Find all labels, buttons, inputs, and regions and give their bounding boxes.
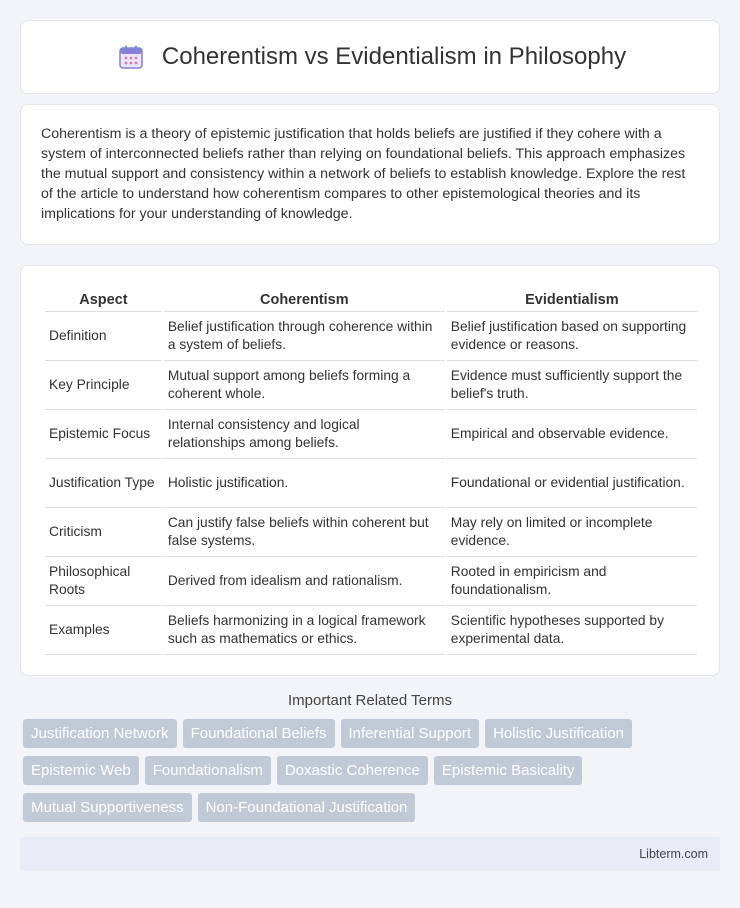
coherentism-cell: Beliefs harmonizing in a logical framework such as mathematics or ethics.: [164, 606, 445, 655]
table-row: [45, 361, 697, 410]
footer-bar: [20, 837, 720, 871]
tag-foundational-beliefs[interactable]: Foundational Beliefs: [183, 719, 335, 748]
footer-site-link[interactable]: Libterm.com: [639, 847, 708, 861]
intro-paragraph: Coherentism is a theory of epistemic justification that holds beliefs are justified if they cohere with a system of interconnected beliefs rather than relying on foundational beliefs. This approach emphasizes the mutual support and consistency within a network of beliefs to establish knowledge. Explore the rest of the article to understand how coherentism compares to other epistemological theories and its implications for your understanding of knowledge.: [41, 126, 686, 222]
title-card: [20, 20, 720, 94]
comparison-card: [20, 265, 720, 676]
aspect-cell: Examples: [45, 606, 162, 655]
aspect-cell: Criticism: [45, 508, 162, 557]
evidentialism-cell: May rely on limited or incomplete evidence.: [447, 508, 697, 557]
aspect-cell: Definition: [45, 312, 162, 361]
evidentialism-cell: Rooted in empiricism and foundationalism.: [447, 557, 697, 606]
tag-epistemic-basicality[interactable]: Epistemic Basicality: [434, 756, 583, 785]
evidentialism-cell: Foundational or evidential justification.: [447, 459, 697, 508]
related-terms-section: [0, 692, 740, 822]
table-row: [45, 459, 697, 508]
column-header-coherentism: Coherentism: [164, 288, 445, 312]
tag-justification-network[interactable]: Justification Network: [23, 719, 177, 748]
calendar-icon: [114, 40, 148, 74]
table-row: [45, 508, 697, 557]
coherentism-cell: Internal consistency and logical relationships among beliefs.: [164, 410, 445, 459]
intro-card: [20, 104, 720, 245]
evidentialism-cell: Belief justification based on supporting evidence or reasons.: [447, 312, 697, 361]
table-row: [45, 606, 697, 655]
tag-inferential-support[interactable]: Inferential Support: [341, 719, 480, 748]
tag-mutual-supportiveness[interactable]: Mutual Supportiveness: [23, 793, 192, 822]
table-row: [45, 557, 697, 606]
table-row: [45, 312, 697, 361]
tag-foundationalism[interactable]: Foundationalism: [145, 756, 271, 785]
table-row: [45, 410, 697, 459]
tag-non-foundational-justification[interactable]: Non-Foundational Justification: [198, 793, 416, 822]
evidentialism-cell: Scientific hypotheses supported by experimental data.: [447, 606, 697, 655]
comparison-table: [43, 288, 699, 655]
evidentialism-cell: Evidence must sufficiently support the belief's truth.: [447, 361, 697, 410]
coherentism-cell: Derived from idealism and rationalism.: [164, 557, 445, 606]
related-terms-title: Important Related Terms: [288, 692, 452, 709]
tag-epistemic-web[interactable]: Epistemic Web: [23, 756, 139, 785]
related-terms-tags: [23, 719, 703, 822]
evidentialism-cell: Empirical and observable evidence.: [447, 410, 697, 459]
table-header-row: [45, 288, 697, 312]
coherentism-cell: Belief justification through coherence within a system of beliefs.: [164, 312, 445, 361]
coherentism-cell: Holistic justification.: [164, 459, 445, 508]
coherentism-cell: Mutual support among beliefs forming a coherent whole.: [164, 361, 445, 410]
column-header-evidentialism: Evidentialism: [447, 288, 697, 312]
aspect-cell: Justification Type: [45, 459, 162, 508]
aspect-cell: Key Principle: [45, 361, 162, 410]
aspect-cell: Epistemic Focus: [45, 410, 162, 459]
column-header-aspect: Aspect: [45, 288, 162, 312]
aspect-cell: Philosophical Roots: [45, 557, 162, 606]
page-title: Coherentism vs Evidentialism in Philosophy: [161, 43, 627, 70]
tag-doxastic-coherence[interactable]: Doxastic Coherence: [277, 756, 428, 785]
coherentism-cell: Can justify false beliefs within coherent but false systems.: [164, 508, 445, 557]
tag-holistic-justification[interactable]: Holistic Justification: [485, 719, 632, 748]
